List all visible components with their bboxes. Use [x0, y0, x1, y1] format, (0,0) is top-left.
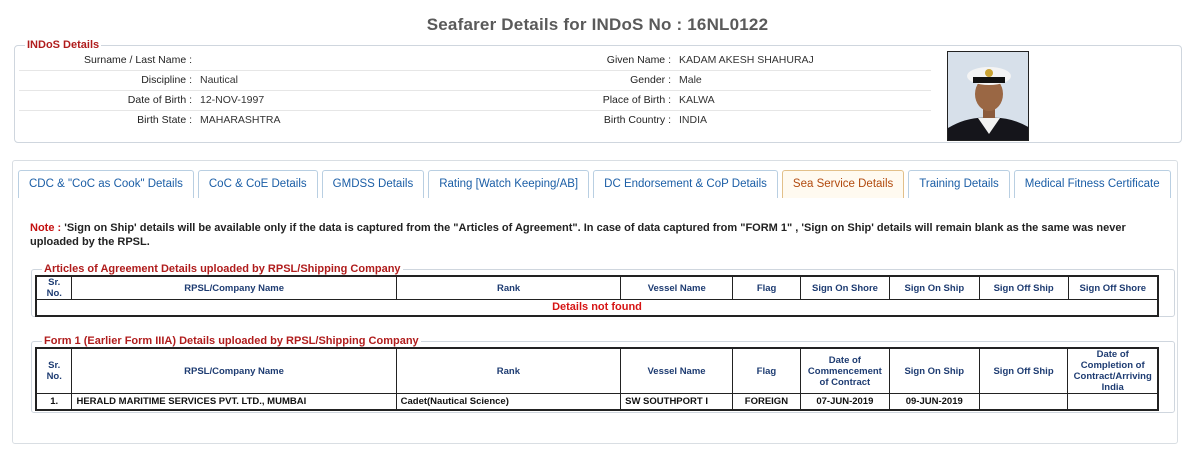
col-sign-off-ship: Sign Off Ship	[979, 276, 1068, 300]
info-row	[19, 50, 931, 70]
birth-country-label: Birth Country :	[603, 114, 671, 127]
cell-sr-no: 1.	[36, 394, 72, 410]
tab-rating-watch-keeping[interactable]: Rating [Watch Keeping/AB]	[428, 170, 589, 198]
cell-rank: Cadet(Nautical Science)	[396, 394, 620, 410]
table-row	[36, 394, 1158, 410]
indos-info-table	[19, 50, 931, 130]
col-sign-on-ship: Sign On Ship	[889, 276, 979, 300]
discipline-label: Discipline :	[19, 70, 196, 90]
dob-label: Date of Birth :	[19, 90, 196, 110]
cell-sign-off-ship	[979, 394, 1068, 410]
tab-bar	[18, 170, 1175, 198]
col-flag: Flag	[733, 276, 801, 300]
col-sr-no: Sr. No.	[36, 348, 72, 394]
surname-label: Surname / Last Name :	[19, 50, 196, 70]
sign-on-ship-note	[30, 221, 1170, 249]
col-sign-off-ship: Sign Off Ship	[979, 348, 1068, 394]
col-sign-on-ship: Sign On Ship	[889, 348, 979, 394]
info-row	[19, 110, 931, 130]
col-vessel-name: Vessel Name	[621, 348, 733, 394]
cell-sign-on-ship: 09-JUN-2019	[889, 394, 979, 410]
cell-completion-date	[1068, 394, 1158, 410]
col-vessel-name: Vessel Name	[621, 276, 733, 300]
tab-dc-endorsement-cop[interactable]: DC Endorsement & CoP Details	[593, 170, 778, 198]
articles-of-agreement-legend: Articles of Agreement Details uploaded by RPSL/Shipping Company	[44, 263, 401, 275]
col-sr-no: Sr. No.	[36, 276, 72, 300]
col-commencement-date: Date of Commencement of Contract	[800, 348, 889, 394]
note-label: Note :	[30, 222, 62, 234]
cell-commencement-date: 07-JUN-2019	[800, 394, 889, 410]
col-company-name: RPSL/Company Name	[72, 348, 396, 394]
col-flag: Flag	[732, 348, 800, 394]
birth-state-value: MAHARASHTRA	[200, 114, 281, 127]
gender-value: Male	[675, 70, 931, 90]
cell-company-name: HERALD MARITIME SERVICES PVT. LTD., MUMBAI	[72, 394, 396, 410]
form1-panel	[31, 335, 1175, 413]
table-header-row	[36, 348, 1158, 394]
tab-training-details[interactable]: Training Details	[908, 170, 1009, 198]
birth-state-label: Birth State :	[137, 114, 192, 127]
col-completion-date: Date of Completion of Contract/Arriving India	[1068, 348, 1158, 394]
articles-of-agreement-panel	[31, 263, 1175, 317]
discipline-value: Nautical	[196, 70, 479, 90]
tab-sea-service-details[interactable]: Sea Service Details	[782, 170, 904, 198]
info-row	[19, 70, 931, 90]
tab-gmdss-details[interactable]: GMDSS Details	[322, 170, 425, 198]
col-sign-off-shore: Sign Off Shore	[1068, 276, 1158, 300]
col-rank: Rank	[396, 348, 620, 394]
given-name-label: Given Name :	[479, 50, 675, 70]
articles-of-agreement-table	[35, 275, 1159, 317]
given-name-value: KADAM AKESH SHAHURAJ	[675, 50, 931, 70]
col-sign-on-shore: Sign On Shore	[801, 276, 890, 300]
form1-table	[35, 347, 1159, 411]
indos-details-legend: INDoS Details	[27, 39, 100, 51]
col-rank: Rank	[396, 276, 621, 300]
indos-details-panel	[14, 39, 1182, 143]
table-header-row	[36, 276, 1158, 300]
details-not-found-message: Details not found	[36, 300, 1158, 316]
table-row	[36, 300, 1158, 316]
birth-place-label: Place of Birth :	[479, 90, 675, 110]
cell-flag: FOREIGN	[732, 394, 800, 410]
page-title: Seafarer Details for INDoS No : 16NL0122	[426, 15, 769, 34]
info-row	[19, 90, 931, 110]
birth-country-value: INDIA	[679, 114, 708, 127]
dob-value: 12-NOV-1997	[196, 90, 479, 110]
cell-vessel-name: SW SOUTHPORT I	[621, 394, 733, 410]
tab-coc-coe-details[interactable]: CoC & CoE Details	[198, 170, 318, 198]
gender-label: Gender :	[479, 70, 675, 90]
tab-medical-fitness-certificate[interactable]: Medical Fitness Certificate	[1014, 170, 1171, 198]
col-company-name: RPSL/Company Name	[72, 276, 396, 300]
details-tabs-panel	[12, 160, 1178, 444]
birth-place-value: KALWA	[675, 90, 931, 110]
surname-value	[196, 50, 479, 70]
seafarer-photo	[947, 51, 1029, 141]
form1-legend: Form 1 (Earlier Form IIIA) Details uploaded by RPSL/Shipping Company	[44, 335, 419, 347]
tab-cdc-details[interactable]: CDC & "CoC as Cook" Details	[18, 170, 194, 198]
note-text: 'Sign on Ship' details will be available only if the data is captured from the "Articles of Agreement". In case of data captured from "FORM 1" , 'Sign on Ship' details will remain blank as the same was never uploaded by the RPSL.	[30, 222, 1126, 248]
